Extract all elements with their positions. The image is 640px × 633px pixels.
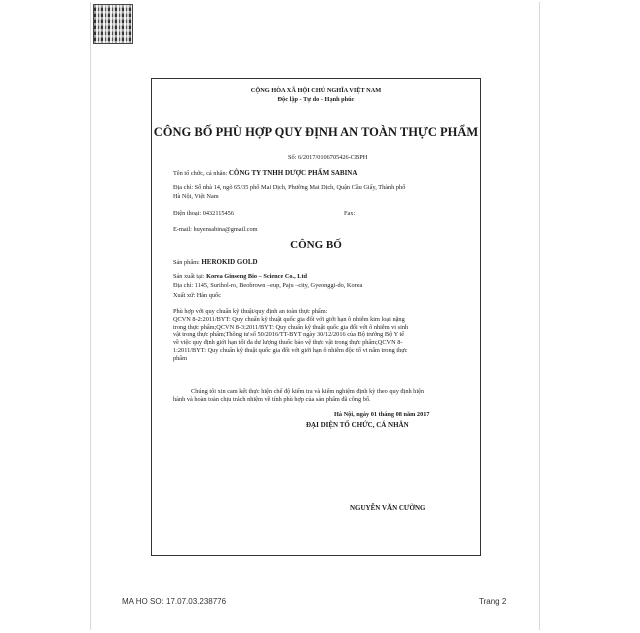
conformity-block (173, 308, 466, 363)
record-number: MA HO SO: 17.07.03.238776 (122, 597, 227, 606)
product-maker-address: Địa chỉ: 1145, Surihol-ro, Beobrown –eup, Paju –city, Gyeonggi-do, Korea (173, 282, 363, 289)
conformity-line: Phù hợp với quy chuẩn kỹ thuật/quy định an toàn thực phẩm: (173, 308, 328, 315)
conformity-line: về việc quy định giới hạn tối đa dư lượng thuốc bảo vệ thực vật trong thực phẩm;QCVN 8- (173, 339, 403, 347)
product-maker (173, 274, 307, 280)
qr-code (94, 5, 132, 43)
org-name-label: Tên tổ chức, cá nhân: (173, 170, 228, 177)
commitment-line: hành và hoàn toàn chịu trách nhiệm về tính phù hợp của sản phẩm đã công bố. (173, 395, 371, 403)
product-name-value: HEROKID GOLD (201, 258, 258, 266)
announce-heading: CÔNG BỐ (290, 239, 342, 251)
conformity-line: vật trong thực phẩm;Thông tư số 50/2016/TT-BYT ngày 30/12/2016 của Bộ trưởng Bộ Y tế (173, 331, 405, 339)
product-maker-value: Korea Ginseng Bio – Science Co., Ltd (206, 273, 308, 280)
org-name-value: CÔNG TY TNHH DƯỢC PHẨM SABINA (228, 169, 358, 177)
signatory-name: NGUYỄN VĂN CƯỜNG (350, 504, 426, 512)
commitment-block (173, 388, 466, 404)
org-address-line2: Hà Nội, Việt Nam (173, 193, 219, 200)
conformity-line: phẩm (173, 354, 187, 362)
document-title: CÔNG BỐ PHÙ HỢP QUY ĐỊNH AN TOÀN THỰC PHẨM (153, 125, 479, 139)
product-maker-label: Sản xuất tại: (173, 273, 205, 280)
conformity-line: 1:2011/BYT: Quy chuẩn kỹ thuật quốc gia đối với giới hạn ô nhiễm độc tố vi nấm trong thực (173, 346, 408, 354)
org-name (173, 170, 357, 177)
org-address-line1: Địa chỉ: Số nhà 14, ngõ 65/35 phố Mai Dịch, Phường Mai Dịch, Quận Cầu Giấy, Thành phố (173, 184, 406, 191)
commitment-line: Chúng tôi xin cam kết thực hiện chế độ kiểm tra và kiểm nghiệm định kỳ theo quy định hiện (191, 388, 425, 395)
motto: Độc lập - Tự do - Hạnh phúc (277, 96, 355, 103)
product-name (173, 259, 258, 266)
page-number: Trang 2 (479, 597, 507, 606)
signature-role: ĐẠI DIỆN TỔ CHỨC, CÁ NHÂN (306, 421, 409, 429)
org-phone: Điện thoại: 0432115456 (173, 210, 234, 217)
org-email: E-mail: huyensabina@gmail.com (173, 226, 258, 233)
product-name-label: Sản phẩm: (173, 259, 200, 266)
product-origin: Xuất xứ: Hàn quốc (173, 292, 222, 299)
signature-date: Hà Nội, ngày 01 tháng 08 năm 2017 (334, 411, 430, 418)
org-fax: Fax: (344, 210, 356, 217)
conformity-line: trong thực phẩm;QCVN 8-3:2011/BYT: Quy chuẩn kỹ thuật quốc gia đối với ô nhiễm vi sinh (173, 323, 409, 331)
republic-header: CỘNG HÒA XÃ HỘI CHỦ NGHĨA VIỆT NAM (250, 87, 382, 94)
conformity-line: QCVN 8-2:2011/BYT: Quy chuẩn kỹ thuật quốc gia đối với giới hạn ô nhiễm kim loại nặng (173, 315, 405, 323)
document-number: Số: 6/2017/0106705426-CBPH (288, 154, 368, 161)
